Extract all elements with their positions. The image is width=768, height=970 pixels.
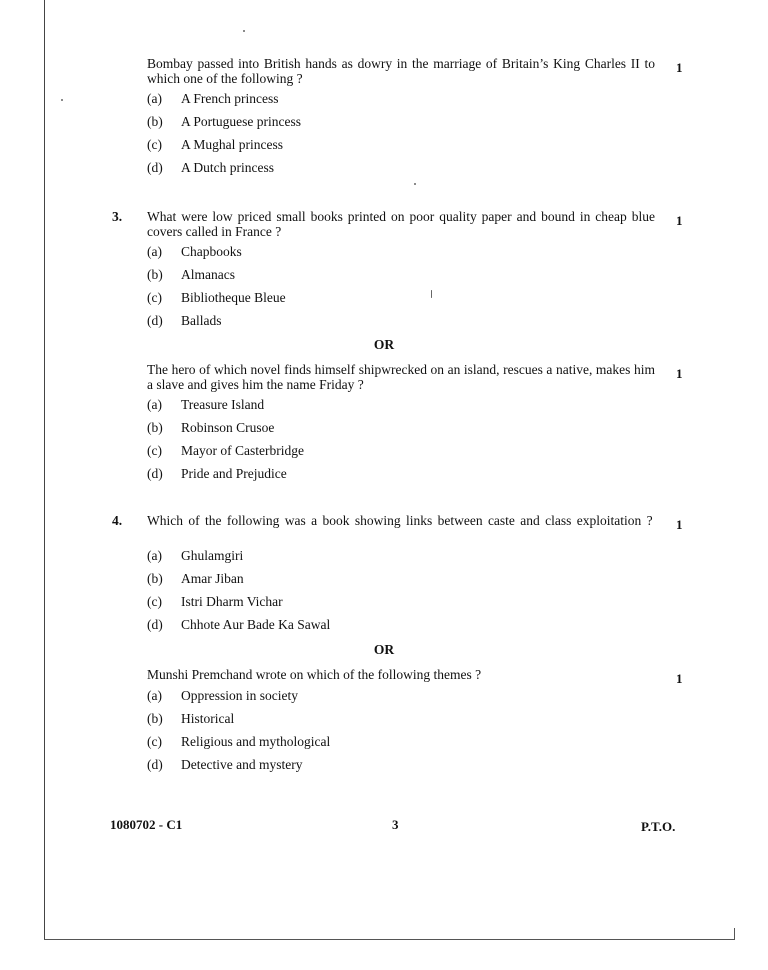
option-item	[147, 313, 286, 336]
option-label: (b)	[147, 711, 163, 726]
option-item	[147, 420, 304, 443]
scan-speck	[61, 99, 63, 101]
option-list	[147, 548, 330, 640]
option-text: Ballads	[181, 313, 222, 328]
option-label: (a)	[147, 244, 162, 259]
or-separator: OR	[373, 642, 395, 657]
option-label: (d)	[147, 466, 163, 481]
option-label: (b)	[147, 571, 163, 586]
scan-speck	[414, 183, 416, 185]
option-label: (a)	[147, 397, 162, 412]
option-text: Robinson Crusoe	[181, 420, 275, 435]
option-item	[147, 757, 330, 780]
page-number: 3	[392, 817, 399, 832]
question-text: Munshi Premchand wrote on which of the following themes ?	[147, 667, 482, 682]
question-marks: 1	[676, 671, 683, 686]
option-text: Oppression in society	[181, 688, 298, 703]
option-item	[147, 160, 301, 183]
option-label: (b)	[147, 267, 163, 282]
option-item	[147, 290, 286, 313]
option-item	[147, 114, 301, 137]
option-label: (b)	[147, 420, 163, 435]
option-list	[147, 688, 330, 780]
option-text: Treasure Island	[181, 397, 265, 412]
option-item	[147, 617, 330, 640]
paper-code: 1080702 - C1	[110, 817, 183, 832]
option-text: A French princess	[181, 91, 279, 106]
option-text: Detective and mystery	[181, 757, 303, 772]
please-turn-over: P.T.O.	[641, 819, 676, 834]
option-text: Almanacs	[181, 267, 235, 282]
question-marks: 1	[676, 213, 683, 228]
question-text: Bombay passed into British hands as dowry in the marriage of Britain’s King Charles II to which one of the following ?	[147, 56, 655, 86]
option-label: (a)	[147, 91, 162, 106]
option-item	[147, 711, 330, 734]
question-marks: 1	[676, 60, 683, 75]
option-text: Ghulamgiri	[181, 548, 244, 563]
or-separator: OR	[373, 337, 395, 352]
page-corner-mark	[734, 928, 735, 940]
option-label: (c)	[147, 734, 162, 749]
scan-speck	[243, 30, 245, 32]
option-text: Bibliotheque Bleue	[181, 290, 286, 305]
option-text: A Mughal princess	[181, 137, 283, 152]
question-marks: 1	[676, 366, 683, 381]
option-text: Chapbooks	[181, 244, 242, 259]
option-item	[147, 137, 301, 160]
question-text: What were low priced small books printed on poor quality paper and bound in cheap blue covers called in France ?	[147, 209, 655, 239]
option-label: (a)	[147, 688, 162, 703]
option-label: (c)	[147, 290, 162, 305]
option-item	[147, 443, 304, 466]
option-item	[147, 466, 304, 489]
option-item	[147, 571, 330, 594]
option-item	[147, 688, 330, 711]
page-left-border	[44, 0, 45, 940]
option-label: (d)	[147, 617, 163, 632]
option-text: Amar Jiban	[181, 571, 244, 586]
option-label: (c)	[147, 137, 162, 152]
question-number: 4.	[112, 513, 123, 528]
page-bottom-border	[44, 939, 734, 940]
option-label: (a)	[147, 548, 162, 563]
question-text: Which of the following was a book showing links between caste and class exploitation ?	[147, 513, 653, 528]
option-text: A Dutch princess	[181, 160, 274, 175]
option-label: (d)	[147, 313, 163, 328]
option-text: Religious and mythological	[181, 734, 331, 749]
option-label: (d)	[147, 160, 163, 175]
option-item	[147, 734, 330, 757]
option-label: (b)	[147, 114, 163, 129]
option-item	[147, 397, 304, 420]
option-text: Historical	[181, 711, 235, 726]
option-item	[147, 548, 330, 571]
option-label: (d)	[147, 757, 163, 772]
option-label: (c)	[147, 594, 162, 609]
question-text: The hero of which novel finds himself shipwrecked on an island, rescues a native, makes him a slave and gives him the name Friday ?	[147, 362, 655, 392]
option-list	[147, 244, 286, 336]
option-text: A Portuguese princess	[181, 114, 301, 129]
option-label: (c)	[147, 443, 162, 458]
option-text: Pride and Prejudice	[181, 466, 287, 481]
option-text: Istri Dharm Vichar	[181, 594, 283, 609]
option-list	[147, 397, 304, 489]
option-item	[147, 91, 301, 114]
option-item	[147, 267, 286, 290]
scan-speck	[431, 290, 432, 298]
option-text: Chhote Aur Bade Ka Sawal	[181, 617, 331, 632]
option-item	[147, 244, 286, 267]
question-number: 3.	[112, 209, 123, 224]
question-marks: 1	[676, 517, 683, 532]
option-item	[147, 594, 330, 617]
option-text: Mayor of Casterbridge	[181, 443, 304, 458]
option-list	[147, 91, 301, 183]
